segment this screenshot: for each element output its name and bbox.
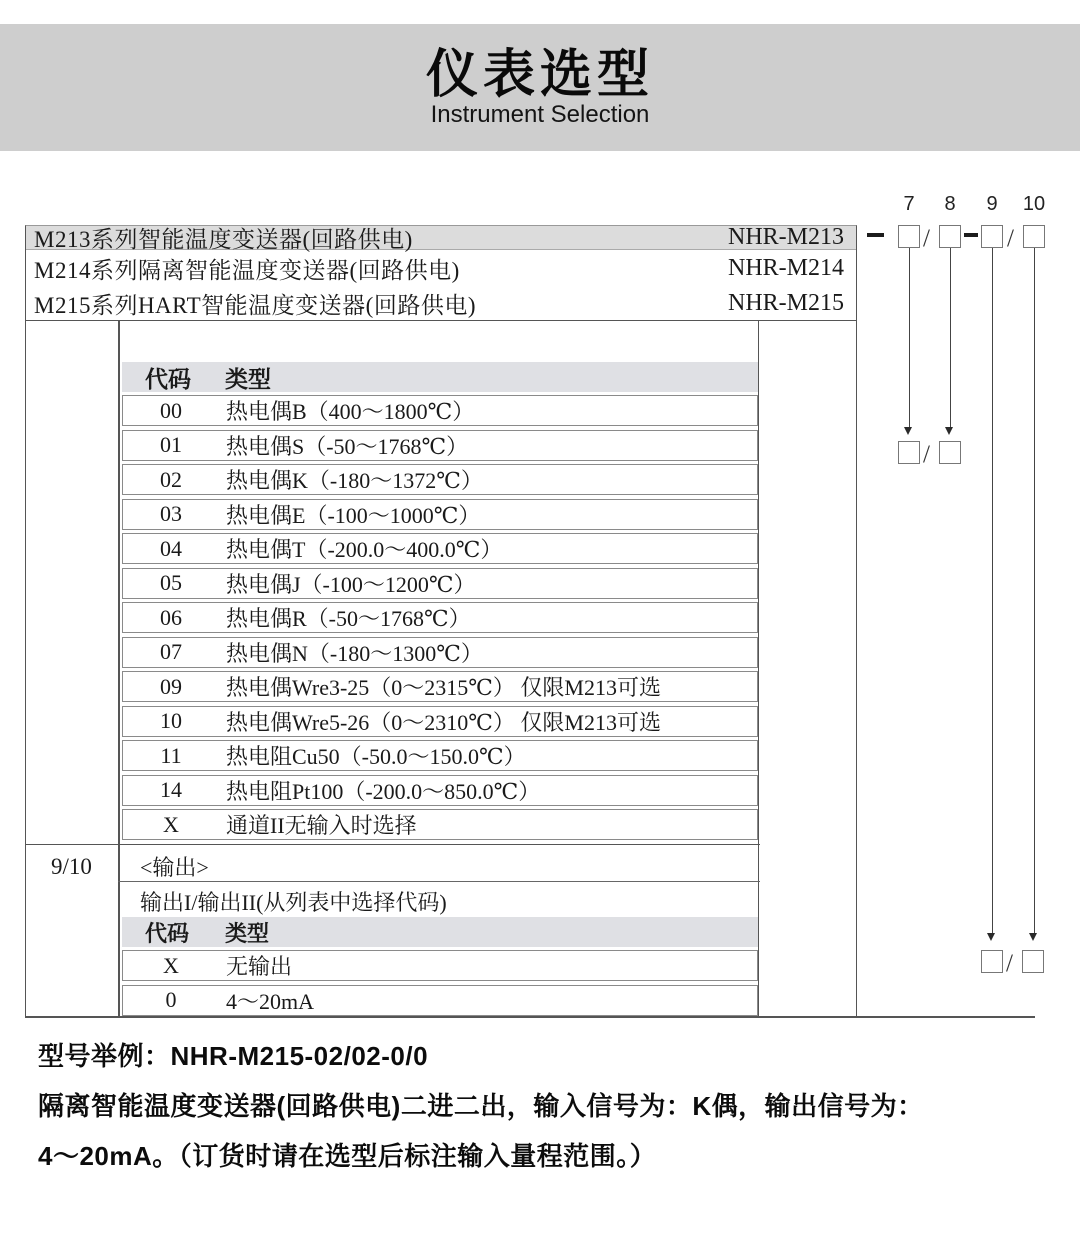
arrowhead-icon — [904, 427, 912, 435]
output-code-box-9 — [981, 950, 1003, 973]
type-cell: 热电偶E（-100～1000℃） — [226, 502, 481, 528]
output-title: <输出> — [140, 855, 209, 880]
code-cell: 00 — [160, 397, 182, 423]
type-cell: 无输出 — [226, 954, 293, 979]
series-row-m215 — [26, 286, 856, 320]
code-box-7 — [898, 225, 920, 248]
input-table-rows — [122, 395, 758, 844]
arrowhead-icon — [1029, 933, 1037, 941]
input-code-box-8 — [939, 441, 961, 464]
code-cell: 05 — [160, 570, 182, 595]
table-row — [122, 950, 758, 981]
series-name: M215系列HART智能温度变送器(回路供电) — [34, 292, 476, 318]
series-name: M213系列智能温度变送器(回路供电) — [34, 227, 413, 252]
type-cell: 热电阻Cu50（-50.0～150.0℃） — [226, 744, 526, 769]
position-number-9: 9 — [986, 193, 998, 215]
arrowhead-icon — [945, 427, 953, 435]
slash-separator: / — [1007, 225, 1014, 252]
table-row — [122, 499, 758, 530]
page-title: 仪表选型 — [425, 45, 654, 104]
table-row — [122, 430, 758, 461]
code-box-10 — [1023, 225, 1045, 248]
output-position-label: 9/10 — [51, 854, 92, 879]
position-number-8: 8 — [944, 193, 956, 215]
code-header: 代码 — [145, 920, 190, 946]
series-row-m213 — [26, 226, 856, 250]
table-row — [122, 985, 758, 1016]
series-name: M214系列隔离智能温度变送器(回路供电) — [34, 257, 460, 283]
table-row — [122, 533, 758, 564]
type-cell: 热电偶Wre5-26（0～2310℃） 仅限M213可选 — [226, 709, 661, 735]
dash-separator — [964, 233, 978, 237]
code-cell: 07 — [160, 639, 182, 664]
output-subtitle: 输出I/输出II(从列表中选择代码) — [140, 890, 447, 915]
table-row — [122, 740, 758, 771]
type-cell: 热电偶S（-50～1768℃） — [226, 433, 469, 459]
code-cell: 01 — [160, 432, 182, 457]
code-box-9 — [981, 225, 1003, 248]
type-header: 类型 — [225, 920, 270, 946]
slash-separator: / — [923, 441, 930, 468]
leader-line-9 — [992, 248, 993, 934]
slash-separator: / — [923, 225, 930, 252]
output-title-underline — [118, 881, 760, 882]
page-subtitle: Instrument Selection — [430, 101, 650, 129]
table-row — [122, 395, 758, 426]
code-cell: X — [163, 952, 179, 978]
code-cell: 14 — [160, 777, 182, 802]
table-row — [122, 775, 758, 806]
type-cell: 热电偶T（-200.0～400.0℃） — [226, 537, 503, 562]
table-row — [122, 706, 758, 737]
series-bottom-line — [25, 320, 857, 322]
table-row — [122, 568, 758, 599]
table-row — [122, 637, 758, 668]
position-number-10: 10 — [1022, 193, 1046, 215]
code-box-8 — [939, 225, 961, 248]
model-dash-separator — [867, 233, 884, 237]
code-cell: 06 — [160, 604, 182, 630]
series-row-m214 — [26, 250, 856, 286]
slash-separator: / — [1006, 950, 1013, 977]
code-cell: 02 — [160, 466, 182, 492]
arrowhead-icon — [987, 933, 995, 941]
leader-line-7 — [909, 248, 910, 428]
type-header: 类型 — [225, 366, 271, 392]
output-section-top-line — [25, 844, 760, 846]
example-description-line: 隔离智能温度变送器(回路供电)二进二出，输入信号为：K偶，输出信号为： — [38, 1091, 924, 1121]
type-cell: 热电偶N（-180～1300℃） — [226, 640, 483, 666]
code-cell: 09 — [160, 673, 182, 699]
leader-line-8 — [950, 248, 951, 428]
table-row — [122, 671, 758, 702]
series-model: NHR-M214 — [727, 254, 844, 281]
code-cell: 11 — [160, 742, 182, 768]
type-cell: 热电偶R（-50～1768℃） — [226, 606, 471, 631]
example-note-line: 4～20mA。（订货时请在选型后标注输入量程范围。） — [38, 1141, 657, 1171]
type-cell: 通道II无输入时选择 — [226, 813, 417, 838]
table-row — [122, 602, 758, 633]
type-cell: 热电偶B（400～1800℃） — [226, 399, 475, 424]
code-cell: 10 — [160, 708, 182, 733]
code-cell: X — [163, 811, 179, 837]
position-number-7: 7 — [903, 193, 915, 215]
type-cell: 热电偶Wre3-25（0～2315℃） 仅限M213可选 — [226, 675, 661, 700]
page-header — [0, 24, 1080, 151]
type-cell: 4～20mA — [226, 988, 315, 1014]
input-table-header — [122, 362, 758, 392]
model-example-line: 型号举例：NHR-M215-02/02-0/0 — [38, 1041, 429, 1071]
code-cell: 04 — [160, 535, 182, 561]
series-model: NHR-M215 — [727, 289, 844, 316]
type-cell: 热电偶K（-180～1372℃） — [226, 468, 483, 493]
output-table-header — [122, 917, 758, 947]
code-header: 代码 — [145, 366, 191, 392]
left-column-divider — [118, 321, 120, 1016]
table-row — [122, 464, 758, 495]
series-model: NHR-M213 — [727, 224, 844, 250]
leader-line-10 — [1034, 248, 1035, 934]
code-cell: 0 — [165, 987, 177, 1012]
type-cell: 热电阻Pt100（-200.0～850.0℃） — [226, 778, 541, 804]
input-code-box-7 — [898, 441, 920, 464]
table-row — [122, 809, 758, 840]
output-table-rows — [122, 950, 758, 1019]
code-cell: 03 — [160, 501, 182, 526]
type-cell: 热电偶J（-100～1200℃） — [226, 571, 476, 597]
output-code-box-10 — [1022, 950, 1044, 973]
